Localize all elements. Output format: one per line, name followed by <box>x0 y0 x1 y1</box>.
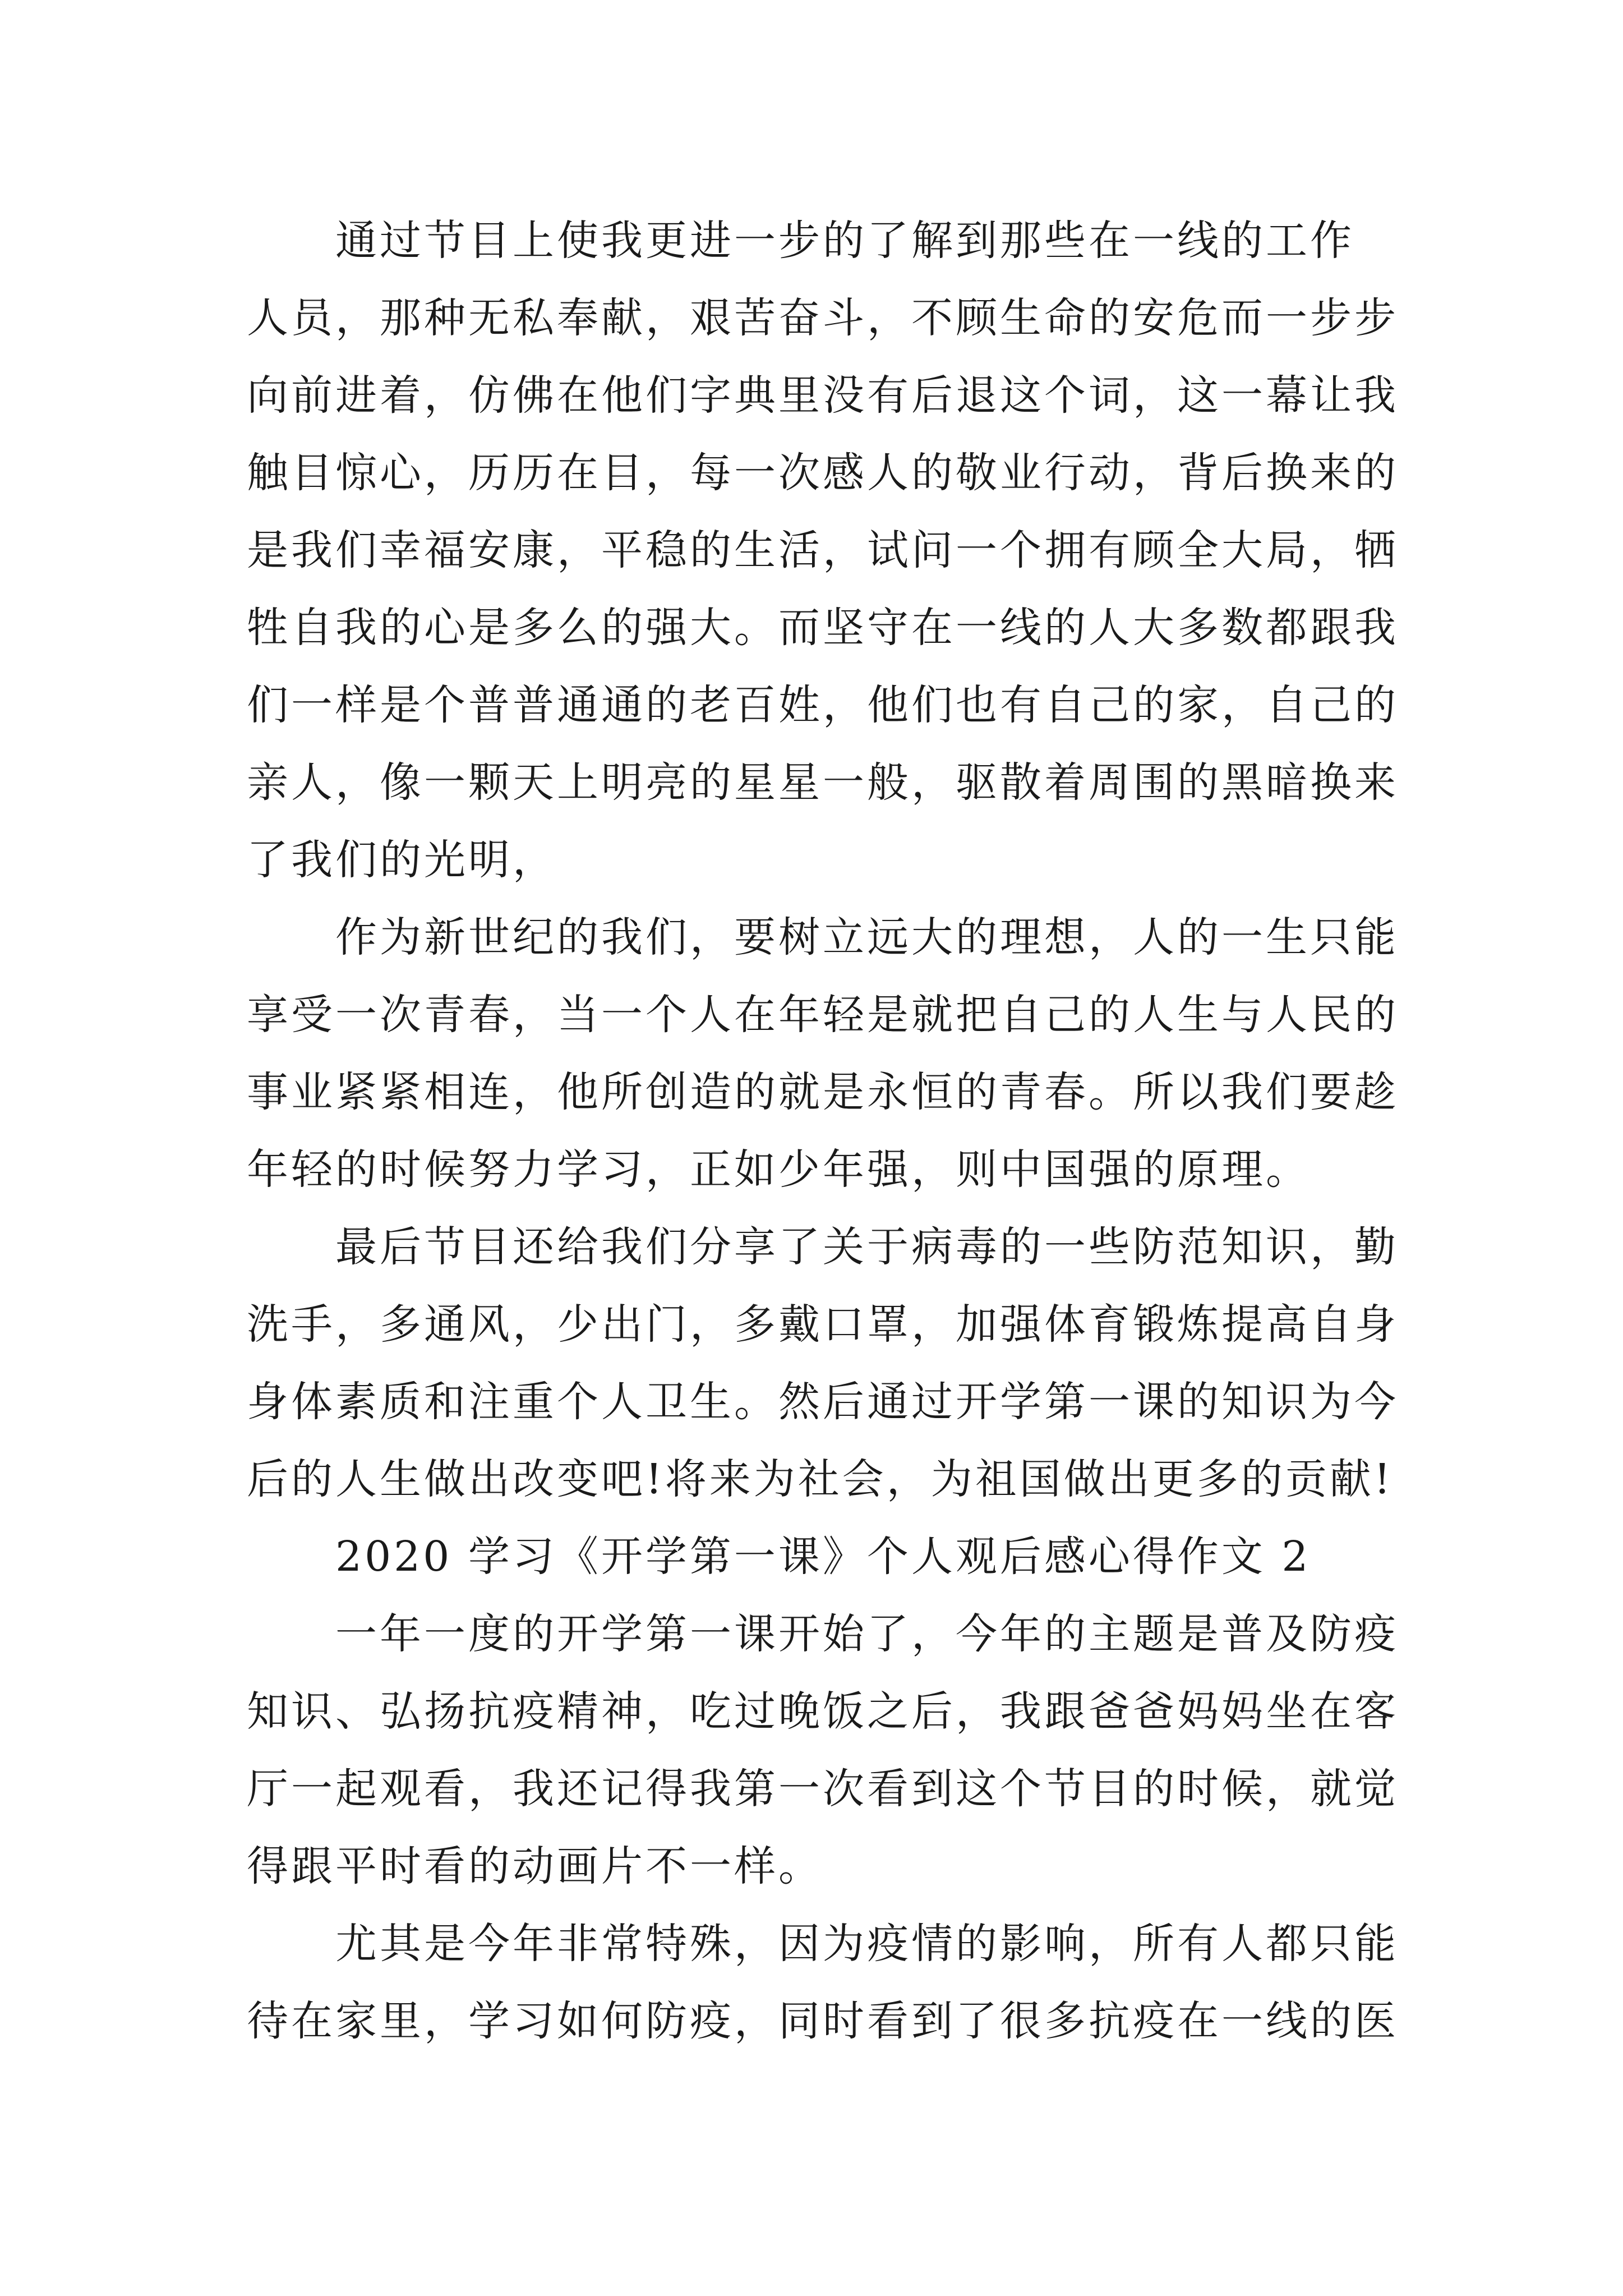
paragraph-line: 作为新世纪的我们，要树立远大的理想，人的一生只能 <box>335 913 1399 961</box>
paragraph-line: 洗手，多通风，少出门，多戴口罩，加强体育锻炼提高自身 <box>247 1300 1399 1349</box>
paragraph-line: 一年一度的开学第一课开始了，今年的主题是普及防疫 <box>335 1610 1399 1658</box>
paragraph-line: 事业紧紧相连，他所创造的就是永恒的青春。所以我们要趁 <box>247 1068 1399 1116</box>
paragraph-line: 待在家里，学习如何防疫，同时看到了很多抗疫在一线的医 <box>247 1997 1399 2045</box>
paragraph-line: 身体素质和注重个人卫生。然后通过开学第一课的知识为今 <box>247 1378 1399 1426</box>
paragraph-line: 知识、弘扬抗疫精神，吃过晚饭之后，我跟爸爸妈妈坐在客 <box>247 1687 1399 1736</box>
section-heading: 2020 学习《开学第一课》个人观后感心得作文 2 <box>335 1533 1311 1581</box>
paragraph-line: 通过节目上使我更进一步的了解到那些在一线的工作 <box>335 217 1354 265</box>
paragraph-line: 尤其是今年非常特殊，因为疫情的影响，所有人都只能 <box>335 1920 1399 1968</box>
paragraph-line: 人员，那种无私奉献，艰苦奋斗，不顾生命的安危而一步步 <box>247 294 1399 342</box>
paragraph-line: 了我们的光明， <box>247 836 557 884</box>
paragraph-line: 年轻的时候努力学习，正如少年强，则中国强的原理。 <box>247 1145 1310 1194</box>
paragraph-line: 向前进着，仿佛在他们字典里没有后退这个词，这一幕让我 <box>247 371 1399 420</box>
paragraph-line: 亲人，像一颗天上明亮的星星一般，驱散着周围的黑暗换来 <box>247 758 1399 807</box>
paragraph-line: 牲自我的心是多么的强大。而坚守在一线的人大多数都跟我 <box>247 604 1399 652</box>
paragraph-line: 后的人生做出改变吧!将来为社会，为祖国做出更多的贡献! <box>247 1455 1394 1503</box>
paragraph-line: 触目惊心，历历在目，每一次感人的敬业行动，背后换来的 <box>247 449 1399 497</box>
paragraph-line: 最后节目还给我们分享了关于病毒的一些防范知识，勤 <box>335 1223 1399 1271</box>
paragraph-line: 得跟平时看的动画片不一样。 <box>247 1842 823 1890</box>
paragraph-line: 享受一次青春，当一个人在年轻是就把自己的人生与人民的 <box>247 991 1399 1039</box>
paragraph-line: 们一样是个普普通通的老百姓，他们也有自己的家，自己的 <box>247 681 1399 729</box>
paragraph-line: 是我们幸福安康，平稳的生活，试问一个拥有顾全大局，牺 <box>247 526 1399 574</box>
paragraph-line: 厅一起观看，我还记得我第一次看到这个节目的时候，就觉 <box>247 1765 1399 1813</box>
document-body <box>247 202 1399 2060</box>
